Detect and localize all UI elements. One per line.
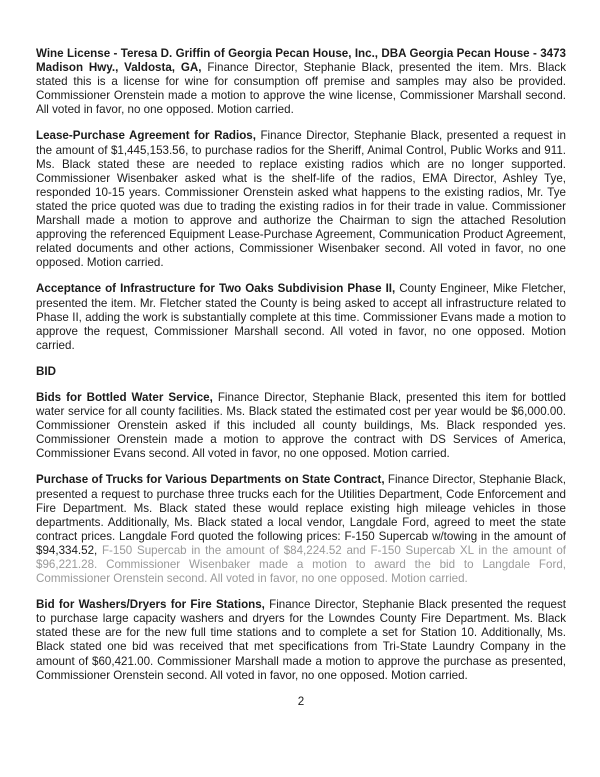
paragraph-truck-purchase-body: Finance Director, Stephanie Black, presented a request to purchase three trucks each for the Utilities Department, Code Enforcement and Fire Department. Ms. Black stated these would replace existing high mileage vehicles in those departments. Additionally, Ms. Black stated a local vendor, Langdale Ford, agreed to meet the state contract prices. Langdale Ford quoted the following prices: F-150 Supercab w/towing in the amount of $94,334.52, [36, 473, 566, 557]
paragraph-bottled-water-bids-lead: Bids for Bottled Water Service, [36, 390, 213, 404]
paragraph-washers-dryers-bid-body: Finance Director, Stephanie Black presented the request to purchase large capacity washers and dryers for the Lowndes County Fire Department. Ms. Black stated these are for the new full time stations and to complete a set for Station 10. Additionally, Ms. Black stated one bid was received that met specifications from Tri-State Laundry Company in the amount of $60,421.00. Commissioner Marshall made a motion to approve the purchase as presented, Commissioner Orenstein second. All voted in favor, no one opposed. Motion carried. [36, 598, 566, 682]
paragraph-lease-purchase-radios-lead: Lease-Purchase Agreement for Radios, [36, 129, 256, 143]
paragraph-bottled-water-bids [36, 391, 566, 461]
paragraph-two-oaks-infrastructure [36, 282, 566, 352]
paragraph-wine-license-body: Finance Director, Stephanie Black, presented the item. Mrs. Black stated this is a license for wine for consumption off premise and samples may also be provided. Commissioner Orenstein made a motion to approve the wine license, Commissioner Marshall second. All voted in favor, no one opposed. Motion carried. [36, 61, 566, 117]
heading-bid: BID [36, 364, 56, 378]
paragraph-two-oaks-infrastructure-body: County Engineer, Mike Fletcher, presented the item. Mr. Fletcher stated the County is being asked to accept all infrastructure related to Phase II, adding the work is substantially complete at this time. Commissioner Evans made a motion to approve the request, Commissioner Marshall second. All voted in favor, no one opposed. Motion carried. [36, 282, 566, 352]
paragraph-truck-purchase [36, 473, 566, 586]
page-number: 2 [297, 694, 305, 708]
paragraph-wine-license [36, 47, 566, 117]
paragraph-truck-purchase-faded-text: F-150 Supercab in the amount of $84,224.52 and F-150 Supercab XL in the amount of $96,221.28. Commissioner Wisenbaker made a motion to award the bid to Langdale Ford, Commissioner Orenstein second. All voted in favor, no one opposed. Motion carried. [36, 543, 566, 586]
paragraph-lease-purchase-radios [36, 129, 566, 270]
paragraph-washers-dryers-bid [36, 598, 566, 683]
paragraph-two-oaks-infrastructure-lead: Acceptance of Infrastructure for Two Oaks Subdivision Phase II, [36, 282, 396, 296]
paragraph-washers-dryers-bid-lead: Bid for Washers/Dryers for Fire Stations, [36, 598, 265, 612]
paragraph-wine-license-lead: Wine License - Teresa D. Griffin of Georgia Pecan House, Inc., DBA Georgia Pecan House - 3473 Madison Hwy., Valdosta, GA, [36, 47, 566, 75]
paragraph-bottled-water-bids-body: Finance Director, Stephanie Black, presented this item for bottled water service for all county facilities. Ms. Black stated the estimated cost per year would be $6,000.00. Commissioner Orenstein asked if this included all county buildings, Ms. Black responded yes. Commissioner Orenstein made a motion to approve the contract with DS Services of America, Commissioner Evans second. All voted in favor, no one opposed. Motion carried. [36, 390, 566, 461]
paragraph-truck-purchase-lead: Purchase of Trucks for Various Departments on State Contract, [36, 473, 385, 487]
paragraph-lease-purchase-radios-body: Finance Director, Stephanie Black, presented a request in the amount of $1,445,153.56, to purchase radios for the Sheriff, Animal Control, Public Works and 911. Ms. Black stated these are needed to replace existing radios which are no longer supported. Commissioner Wisenbaker asked what is the shelf-life of the radios, EMA Director, Ashley Tye, responded 10-15 years. Commissioner Orenstein asked what happens to the existing radios, Mr. Tye stated the price quoted was due to trading the existing radios in for their trade in value. Commissioner Marshall made a motion to approve and authorize the Chairman to sign the attached Resolution approving the referenced Equipment Lease-Purchase Agreement, Communication Product Agreement, related documents and other actions, Commissioner Wisenbaker second. All voted in favor, no one opposed. Motion carried. [36, 129, 566, 270]
